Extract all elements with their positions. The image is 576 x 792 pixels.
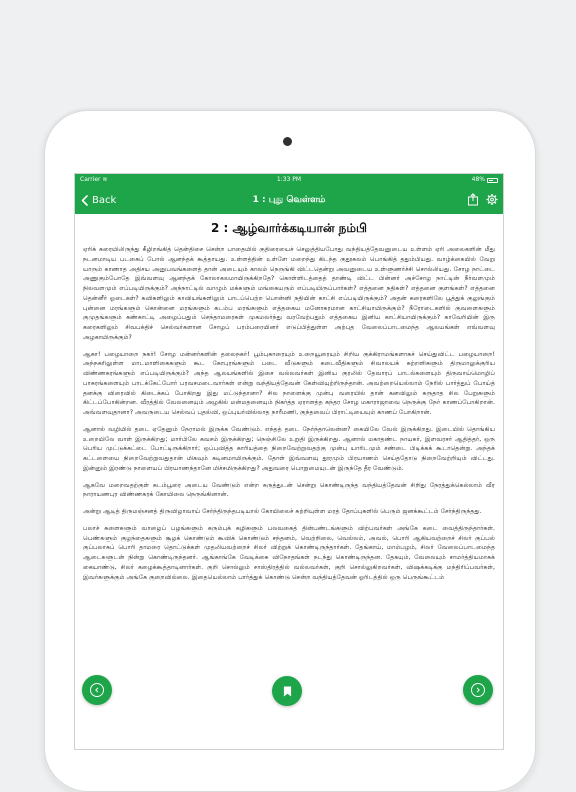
prev-circle (90, 683, 104, 697)
bookmark-button[interactable] (272, 676, 302, 706)
paragraph: ஏரிக் கரையிலிருந்து கீழிறங்கித் தென்திசை சென்ற பாதையில் குதிரையைச் செலுத்தியபோது வந்தியத்தேவனுடைய உள்ளம் ஏரி அலைகளின் மீது நடனமாடிய படகைப் போல் ஆனந்தக் கூத்தாயது. உள்ளத்தின் உள்ளே மறைந்து கிடந்த குதூகலம் பொங்கித் ததும்பியது. வாழ்க்கையில் வேறு யாரும் காணாத அதிசய அனுபவங்களைத் தான் அடையும் காலம் நெருங்கி விட்டதென்று அவனுடைய உள்ளுணர்ச்சி சொல்லியது. சோழ நாட்டை அணுகும்போதே இவ்வளவு ஆனந்தக் கோலாகலமாயிருக்கிறதே? கொள்ளிடத்தைத் தாண்டி விட்ட பின்னர் அச்சோழ நாட்டின் நீர்வளமும் நிலவளமும் எப்படியிருக்கும்? அந்நாட்டில் வாழும் மக்களும் மங்கையரும் எப்படியிருப்பார்கள்? எத்தனை நதிகள்? எத்தனை குளங்கள்? எத்தனை தென்னீர் ஓடைகள்? கவிகளிலும் காவியங்களிலும் பாடப்பெற்ற பொன்னி நதியின் காட்சி எப்படியிருக்கும்? அதன் கரைகளிலே பூத்துக் குலுங்கும் புன்னை மரங்களும் கொன்னை மரங்களும் கடம்ப மரங்களும் எத்தகைய மனோகரமான காட்சியாயிருக்கும்? நீரோடைகளில் குவளைகளும் குமுதங்களும் கண்காட்டி அழைப்பதும் செந்தாமரைகள் முகமலர்ந்து வரவேற்பதும் எத்தகைய இனிய காட்சியாயிருக்கும்? காவேரியின் இரு கரைகளிலும் சிவபக்திச் செல்வர்களான சோழப் பரம்பரையினர் எடுப்பித்துள்ள அற்புத வேலைப்பாடமைந்த ஆலயங்கள் எவ்வளவு அழகாயிருக்கும்? (83, 246, 495, 341)
next-chapter-button[interactable] (463, 675, 493, 705)
battery-percent: 48% (471, 176, 485, 183)
next-circle (471, 683, 485, 697)
paragraph: ஆகவே மறைவதற்குள் கடம்பூரை அடைய வேண்டும் என்ற கருத்துடன் சென்று கொண்டிருந்த வந்தியத்தேவன் சிறிது நேரத்துக்கெல்லாம் வீர நாராயணபுர விண்ணகரக் கோயிலை நெருங்கினான். (83, 481, 495, 499)
bookmark-icon (283, 686, 292, 697)
carrier-label: Carrier ≋ (80, 176, 108, 183)
status-bar (75, 174, 503, 186)
chevron-right-circle-icon (475, 687, 481, 693)
previous-chapter-button[interactable] (82, 675, 112, 705)
nav-title: 1 : புது வெள்ளம் (252, 195, 326, 205)
paragraph: பலாச் சுளைகளும் வாழைப் பழங்களும் கரும்புக் கழிகளும் பலவகைத் தின்பண்டங்களும் விற்பவர்கள் அங்கே கடை வைத்திருந்தார்கள். பெண்களும் குழந்தைகளும் சூழக் கொண்டும் கூவிக் கொண்டும் சந்தனம், வெற்றிலை, வெல்லம், அவல், பொரி ஆகியவற்றைச் சிலர் குப்பல் குப்பலாகப் பொரி தாமரை தொட்டுக்கள் முதலியவற்றைச் சிலர் விற்றுக் கொண்டிருந்தார்கள். தேங்காய், மாம்பழம், சிலர் வேலைப்பாடமைந்த ஆடைகளுடன் நின்று கொண்டிருந்தனர். ஆங்காங்கே வேடிக்கை விநோதங்கள் நடந்து கொண்டிருந்தன. தேகயும், வேலையும் சாமர்த்தியமாகக் கையாண்டு, சிலர் கழைக்கூத்தாடினார்கள். குறி சொல்லும் சாஸ்திரத்தில் வல்லவர்கள், குறி சொல்லுகிறவர்கள், விஷக்கடிக்கு மந்திரிப்பவர்கள், இவர்களுக்கும் அங்கே குறைவில்லை. இதையெல்லாம் பார்த்துக் கொண்டு சென்ற வந்தியத்தேவன் ஓரிடத்தில் ஒரு பெருங்கூட்டம் (83, 524, 495, 581)
chapter-heading: 2 : ஆழ்வார்க்கடியான் நம்பி (211, 221, 367, 235)
nav-actions (467, 193, 498, 206)
gear-icon[interactable] (486, 193, 498, 206)
camera-dot (283, 137, 292, 146)
reader-content (75, 214, 503, 582)
battery-icon (487, 178, 498, 183)
battery-indicator (472, 174, 498, 186)
paragraph: ஆனால் வழியில் தடை ஏதேனும் நேராமல் இருக்க வேண்டும். எந்தத் தடை நேர்ந்தாலென்ன? கையிலே வேல் இருக்கிறது. இடையில் தொங்கிய உறையிலே வாள் இருக்கிறது; மார்பிலே கவசம் இருக்கிறது; நெஞ்சிலே உறுதி இருக்கிறது. ஆனால் மகாதண்ட நாயகர், இளவரசர் ஆதித்தர், ஒரு பெரிய முட்டுக்கட்டை போட்டிருக்கிறார்; ஒப்புவித்த காரியத்தை நிறைவேற்றுவதற்கு முன்பு யாரிடமும் சண்டை பிடிக்கக் கூடாதென்று. அந்தக் கட்டளையை நிறைவேற்றுவதுதான் மிகவும் கடினமாயிருக்கும். தோள் இவ்வளவு தூரமும் பிரயாணம் செய்ததோடு நிறைவேற்றியும் விட்டது. இன்னும் இரண்டு நாளையப் பிரயாணந்தானே மிச்சமிருக்கிறது? அதுவரை பொறுமையுடன் இருந்தே தீர வேண்டும். (83, 425, 495, 472)
chevron-left-circle-icon (94, 687, 100, 693)
paragraph: அன்று ஆடித் திருமஞ்சனத் திருவிழாவாய் சேர்ந்திருந்தபடியால் கோயிலைச் சுற்றியுள்ள மரத் தோப்புகளில் பெரும் ஜனக்கூட்டம் சேர்ந்திருந்தது. (83, 508, 482, 515)
back-label: Back (92, 194, 117, 206)
share-icon[interactable] (467, 193, 479, 206)
app-screen (74, 173, 504, 750)
status-time: 1:33 PM (276, 176, 302, 183)
navigation-bar (75, 186, 503, 214)
paragraph: ஆகா! பழையாறை நகர்! சோழ மன்னர்களின் தலைநகர்! பூம்புகாரையும் உறையூரையும் சிறிய குக்கிராமங்களாகச் செய்துவிட்ட பழையாறை! அந்நகரிலுள்ள மாடமாளிகைகளும் கூட கோபுரங்களும் படை வீடுகளும் கடைவீதிகளும் சிவாலயக் கற்றளிகளும் திருமாலுக்குரிய விண்ணகரங்களும் எப்படியிருக்கும்? அந்த ஆலயங்களில் இசை வல்லவர்கள் இனிய குரலில் தேவாரப் பாடல்களையும் திருவாய்மொழிப் பாசுரங்களையும் பாடக்கேட்போர் பரவசமடைவார்கள் என்று வந்தியத்தேவன் கேள்வியுற்றிருந்தான். அவற்றையெல்லாம் நேரில் பார்த்துப் போய்த் தனக்கு விரைவில் கிடைக்கப் போகிறது இது மட்டுந்தானா? சில நாளைக்கு முன்பு வரையில் தான் கனவிலும் கருதாத சில பேறுகளும் கிட்டப்போகின்றன. வீரத்தில் வேலனையும் அழகில் மன்மதனையும் நிகர்த்த ஏராளத்த சுந்தர சோழ மகாராஜாவை நெருக்கு நேர் காணப்போகிறான். அவ்வளவுதானா? அவருடைய செல்வப் புதல்வி, ஒப்புயர்வில்லாத நாரீமணி, குந்தவைப் பிராட்டியையும் காணப் போகிறான். (83, 350, 495, 416)
